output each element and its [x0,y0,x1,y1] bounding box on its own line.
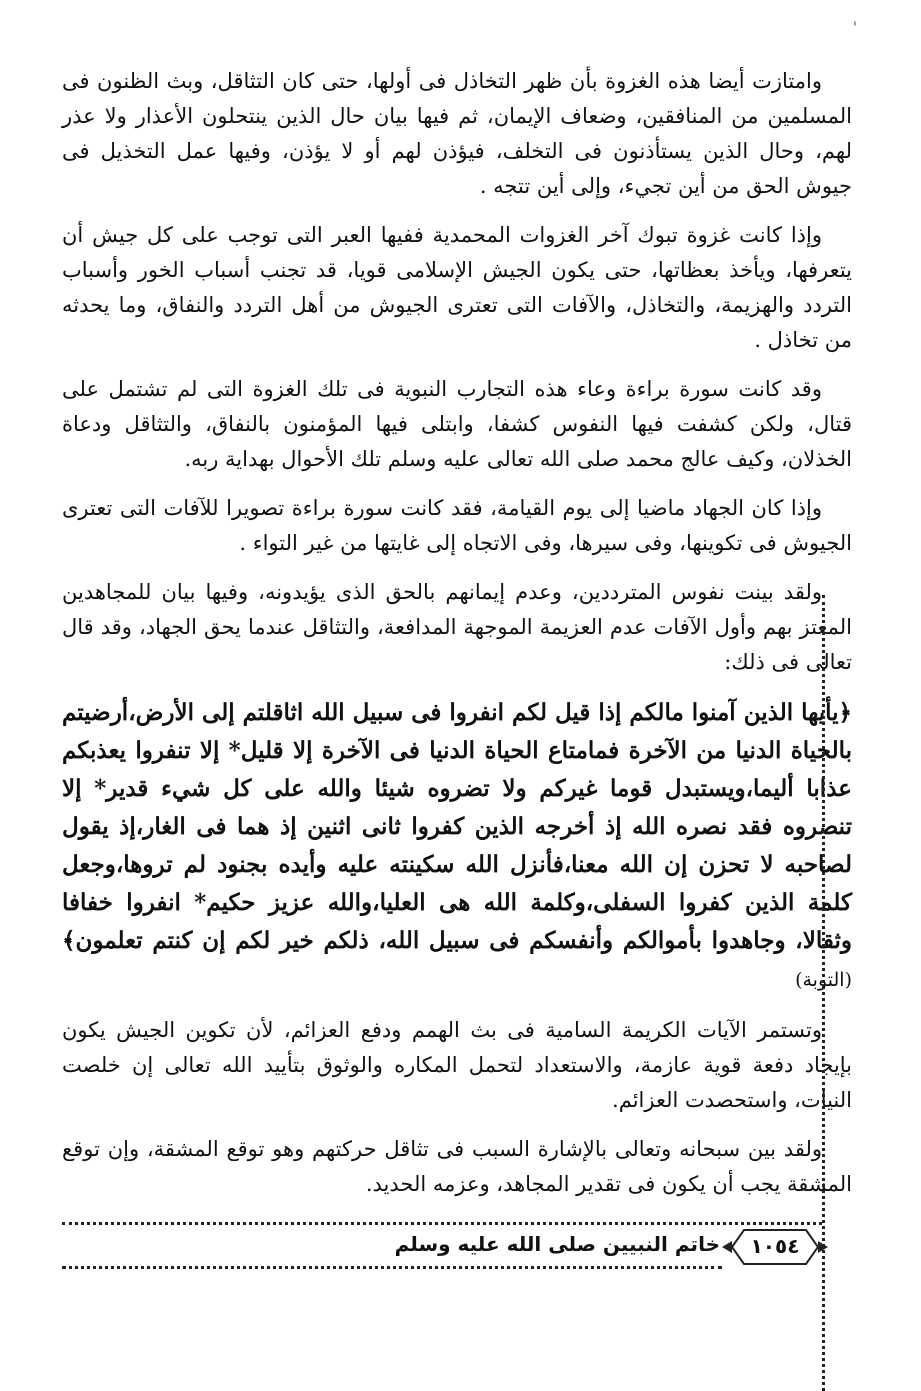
paragraph-3: وقد كانت سورة براءة وعاء هذه التجارب النبوية فى تلك الغزوة التى لم تشتمل على قتال، ولكن كشفت فيها النفوس كشفا، وابتلى فيها المؤمنون بالنفاق، والتثاقل ودعاة الخذلان، وكيف عالج محمد صلى الله تعالى عليه وسلم تلك الأحوال بهداية ربه. [62,377,852,471]
page-number: ١٠٥٤ [750,1234,800,1258]
paragraph-2: وإذا كانت غزوة تبوك آخر الغزوات المحمدية ففيها العبر التى توجب على كل جيش أن يتعرفها، ويأخذ بعظاتها، حتى يكون الجيش الإسلامى قويا، قد تجنب أسباب الخور وأسباب التردد والهزيمة، والتخاذل، والآفات التى تعترى الجيوش من أهل التردد والنفاق، وما يحدثه من تخاذل . [62,223,852,352]
body-text [62,64,852,1216]
footer-dotted-rule-top [62,1222,822,1225]
page-number-badge [720,1226,830,1268]
running-title: خاتم النبيين صلى الله عليه وسلم [394,1232,720,1256]
quran-verse [62,694,852,999]
paragraph-1: وامتازت أيضا هذه الغزوة بأن ظهر التخاذل فى أولها، حتى كان التثاقل، وبث الظنون فى المسلمين من المنافقين، وضعاف الإيمان، ثم فيها بيان حال الذين ينتحلون الأعذار ولا عذر لهم، وحال الذين يستأذنون فى التخلف، فيؤذن لهم أو لا يؤذن، وفيها عمل التخذيل فى جيوش الحق من أين تجيء، وإلى أين تتجه . [62,69,852,198]
side-dotted-rule [822,595,825,1391]
paragraph-6: وتستمر الآيات الكريمة السامية فى بث الهمم ودفع العزائم، لأن تكوين الجيش يكون بإيجاد دفعة قوية عازمة، والاستعداد لتحمل المكاره والوثوق بتأييد الله تعالى إن خلصت النيات، واستحصدت العزائم. [62,1018,852,1112]
verse-reference: (التوبة) [795,969,852,991]
paragraph-7: ولقد بين سبحانه وتعالى بالإشارة السبب فى تثاقل حركتهم وهو توقع المشقة، وإن توقع المشقة يجب أن يكون فى تقدير المجاهد، وعزمه الحديد. [62,1137,852,1196]
paragraph-4: وإذا كان الجهاد ماضيا إلى يوم القيامة، فقد كانت سورة براءة تصويرا للآفات التى تعترى الجيوش فى تكوينها، وفى سيرها، وفى الاتجاه إلى غايتها من غير التواء . [62,496,852,555]
footer-dotted-rule-bottom [62,1266,722,1269]
verse-text: ﴿يأيها الذين آمنوا مالكم إذا قيل لكم انفروا فى سبيل الله اثاقلتم إلى الأرض،أرضيتم بالحياة الدنيا من الآخرة فمامتاع الحياة الدنيا فى الآخرة إلا قليل* إلا تنفروا يعذبكم عذابا أليما،ويستبدل قوما غيركم ولا تضروه شيئا والله على كل شيء قدير* إلا تنصروه فقد نصره الله إذ أخرجه الذين كفروا ثانى اثنين إذ هما فى الغار،إذ يقول لصاحبه لا تحزن إن الله معنا،فأنزل الله سكينته عليه وأيده بجنود لم تروها،وجعل كلمة الذين كفروا السفلى،وكلمة الله هى العليا،والله عزيز حكيم* انفروا خفافا وثقالا، وجاهدوا بأموالكم وأنفسكم فى سبيل الله، ذلكم خير لكم إن كنتم تعلمون﴾ [61,699,853,954]
corner-mark: ' [853,20,857,36]
paragraph-5-intro: ولقد بينت نفوس المترددين، وعدم إيمانهم بالحق الذى يؤيدونه، وفيها بيان للمجاهدين المعتز بهم وأول الآفات عدم العزيمة الموجهة المدافعة، والتثاقل عندما يحق الجهاد، وقد قال تعالى فى ذلك: [62,580,852,674]
